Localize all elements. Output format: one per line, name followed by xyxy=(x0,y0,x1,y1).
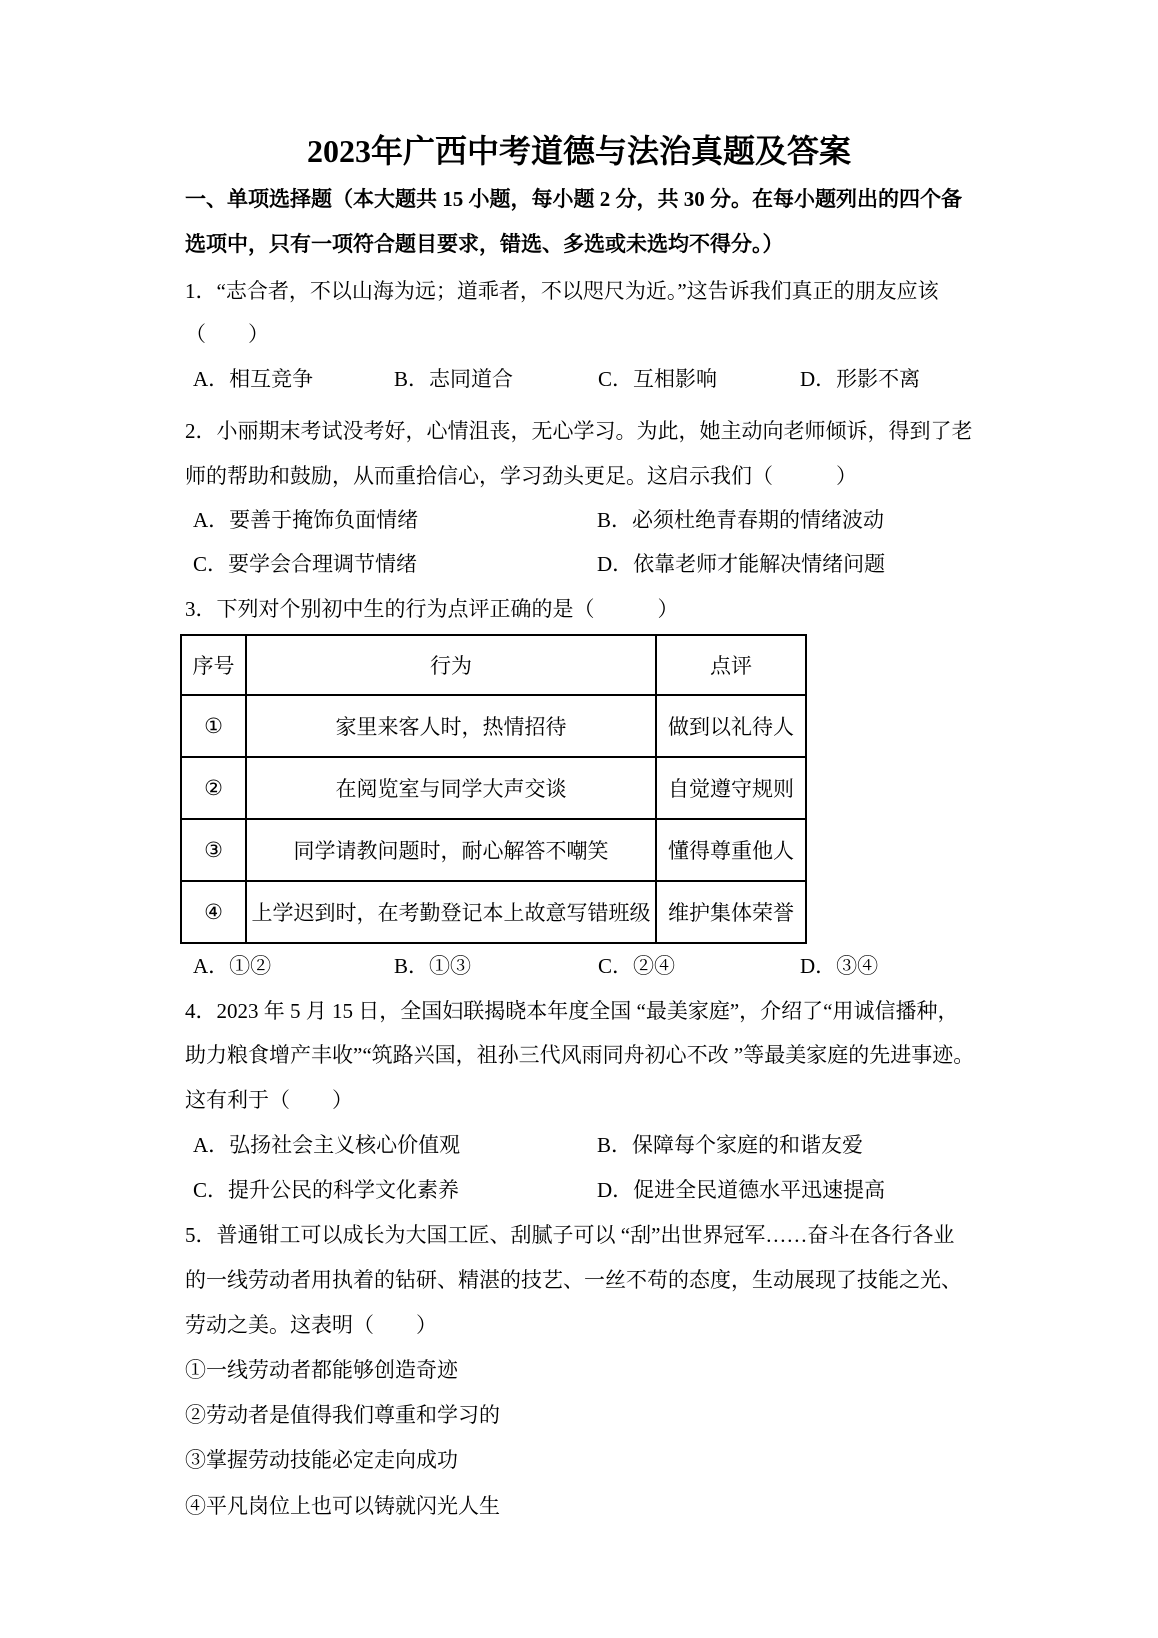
table-header-row xyxy=(181,635,806,695)
question-5-text-line3: 劳动之美。这表明（ ） xyxy=(185,1313,437,1337)
section-header-line1: 一、单项选择题（本大题共 15 小题，每小题 2 分，共 30 分。在每小题列出的四个备 xyxy=(185,187,962,211)
question-3-option-b: B．①③ xyxy=(394,954,472,978)
table-cell-number: ④ xyxy=(181,881,246,943)
question-5-text-line1: 5．普通钳工可以成长为大国工匠、刮腻子可以 “刮”出世界冠军……奋斗在各行各业 xyxy=(185,1223,955,1247)
table-cell-behavior: 同学请教问题时，耐心解答不嘲笑 xyxy=(246,819,656,881)
table-cell-number: ① xyxy=(181,695,246,757)
question-3-option-c: C．②④ xyxy=(598,954,676,978)
question-3-text: 3．下列对个别初中生的行为点评正确的是（ ） xyxy=(185,597,679,621)
question-4-text-line2: 助力粮食增产丰收”“筑路兴国，祖孙三代风雨同舟初心不改 ”等最美家庭的先进事迹。 xyxy=(185,1043,975,1067)
question-1-answer-blank: （ ） xyxy=(185,322,269,346)
table-row xyxy=(181,757,806,819)
question-5-statement-2: ②劳动者是值得我们尊重和学习的 xyxy=(185,1403,500,1427)
question-3-option-d: D．③④ xyxy=(800,954,879,978)
table-cell-number: ② xyxy=(181,757,246,819)
question-5-statement-4: ④平凡岗位上也可以铸就闪光人生 xyxy=(185,1494,500,1518)
question-2-option-b: B．必须杜绝青春期的情绪波动 xyxy=(597,508,885,532)
question-2-option-c: C．要学会合理调节情绪 xyxy=(193,552,418,576)
question-4-option-b: B．保障每个家庭的和谐友爱 xyxy=(597,1133,864,1157)
question-4-option-c: C．提升公民的科学文化素养 xyxy=(193,1178,460,1202)
table-cell-comment: 懂得尊重他人 xyxy=(656,819,806,881)
question-4-option-a: A．弘扬社会主义核心价值观 xyxy=(193,1133,461,1157)
table-cell-behavior: 在阅览室与同学大声交谈 xyxy=(246,757,656,819)
table-cell-comment: 自觉遵守规则 xyxy=(656,757,806,819)
question-1-text: 1．“志合者，不以山海为远；道乖者，不以咫尺为近。”这告诉我们真正的朋友应该 xyxy=(185,279,939,303)
table-header-behavior: 行为 xyxy=(246,635,656,695)
question-1-option-d: D．形影不离 xyxy=(800,367,921,391)
table-row xyxy=(181,881,806,943)
table-header-number: 序号 xyxy=(181,635,246,695)
table-row xyxy=(181,819,806,881)
table-cell-comment: 做到以礼待人 xyxy=(656,695,806,757)
table-header-comment: 点评 xyxy=(656,635,806,695)
question-2-option-d: D．依靠老师才能解决情绪问题 xyxy=(597,552,886,576)
question-1-option-b: B．志同道合 xyxy=(394,367,514,391)
question-2-text-line1: 2．小丽期末考试没考好，心情沮丧，无心学习。为此，她主动向老师倾诉，得到了老 xyxy=(185,419,973,443)
table-cell-behavior: 家里来客人时，热情招待 xyxy=(246,695,656,757)
question-1-option-c: C．互相影响 xyxy=(598,367,718,391)
question-4-option-d: D．促进全民道德水平迅速提高 xyxy=(597,1178,886,1202)
table-cell-comment: 维护集体荣誉 xyxy=(656,881,806,943)
question-3-option-a: A．①② xyxy=(193,954,272,978)
question-1-option-a: A．相互竞争 xyxy=(193,367,314,391)
question-5-statement-3: ③掌握劳动技能必定走向成功 xyxy=(185,1448,458,1472)
question-2-text-line2: 师的帮助和鼓励，从而重拾信心，学习劲头更足。这启示我们（ ） xyxy=(185,464,857,488)
page-title: 2023年广西中考道德与法治真题及答案 xyxy=(306,133,851,169)
table-cell-number: ③ xyxy=(181,819,246,881)
table-row xyxy=(181,695,806,757)
section-header-line2: 选项中，只有一项符合题目要求，错选、多选或未选均不得分。） xyxy=(185,232,784,256)
question-4-text-line3: 这有利于（ ） xyxy=(185,1088,353,1112)
question-5-statement-1: ①一线劳动者都能够创造奇迹 xyxy=(185,1358,458,1382)
question-5-text-line2: 的一线劳动者用执着的钻研、精湛的技艺、一丝不苟的态度，生动展现了技能之光、 xyxy=(185,1268,962,1292)
question-4-text-line1: 4．2023 年 5 月 15 日，全国妇联揭晓本年度全国 “最美家庭”，介绍了“用诚信播种， xyxy=(185,999,959,1023)
question-3-table xyxy=(180,634,807,944)
question-2-option-a: A．要善于掩饰负面情绪 xyxy=(193,508,419,532)
table-cell-behavior: 上学迟到时，在考勤登记本上故意写错班级 xyxy=(246,881,656,943)
